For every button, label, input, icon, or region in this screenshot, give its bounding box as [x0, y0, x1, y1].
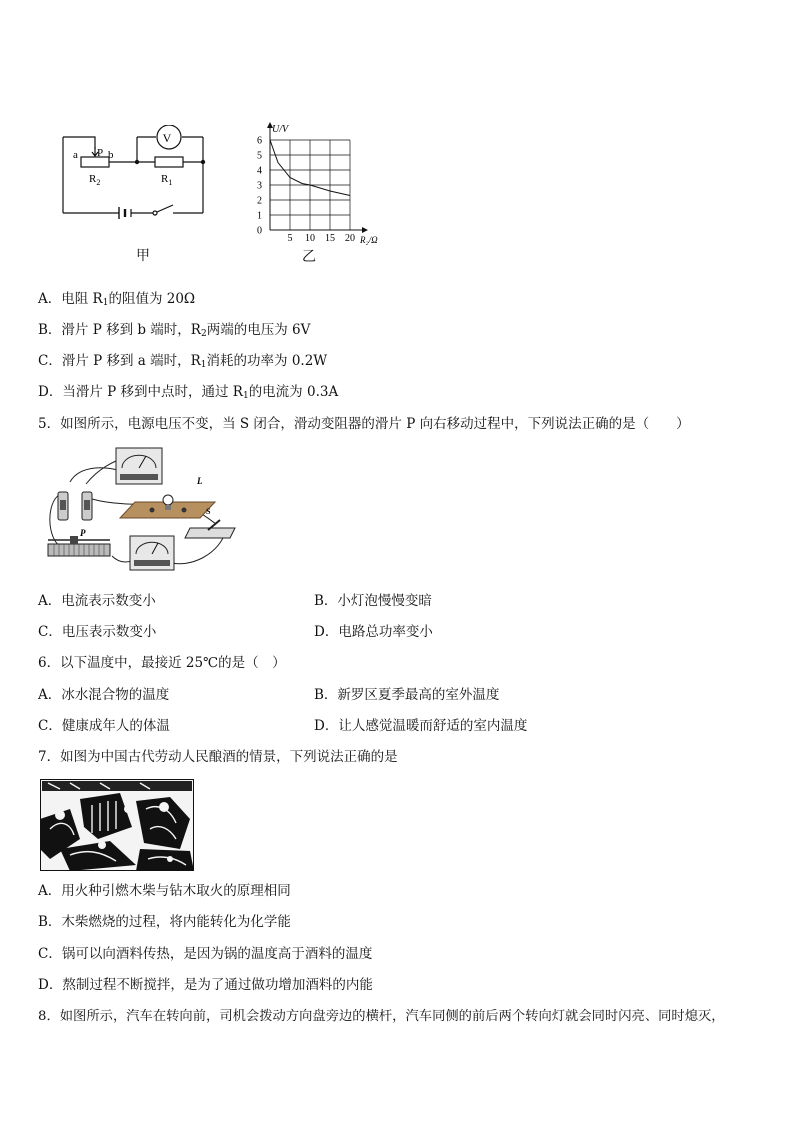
circuit-diagram — [55, 125, 215, 225]
y-tick-label: 1 — [257, 210, 262, 222]
y-tick-label: 4 — [257, 165, 262, 177]
x-tick-label: 5 — [287, 233, 293, 244]
x-tick-label: 10 — [305, 233, 315, 244]
rheostat-r2 — [81, 157, 109, 167]
fig-label-p: P — [80, 528, 86, 538]
q4-option-b: B．滑片 P 移到 b 端时，$R_2$两端的电压为 6V — [38, 322, 311, 339]
y-axis-label: U/V — [272, 124, 289, 135]
u-r2-graph — [248, 118, 398, 248]
q5-apparatus-figure — [40, 444, 240, 579]
q6-stem: 6．以下温度中，最接近 25℃的是（ ） — [38, 655, 286, 671]
q7-brewing-illustration — [40, 779, 194, 871]
caption-jia: 甲 — [136, 248, 150, 264]
y-tick-label: 0 — [257, 225, 262, 237]
y-tick-label: 3 — [257, 180, 262, 192]
q8-stem: 8．如图所示，汽车在转向前，司机会拨动方向盘旁边的横杆，汽车同侧的前后两个转向灯就会同时闪亮、同时熄灭， — [38, 1009, 725, 1024]
q7-option-a: A．用火种引燃木柴与钻木取火的原理相同 — [38, 883, 291, 899]
q6-option-b: B．新罗区夏季最高的室外温度 — [314, 687, 500, 703]
resistor-r1 — [155, 157, 183, 167]
label-b: b — [108, 149, 114, 161]
q5-option-b: B．小灯泡慢慢变暗 — [314, 593, 432, 609]
q7-option-c: C．锅可以向酒料传热，是因为锅的温度高于酒料的温度 — [38, 946, 373, 962]
q5-option-a: A．电流表示数变小 — [38, 593, 156, 609]
q5-option-d: D．电路总功率变小 — [314, 624, 433, 640]
label-a: a — [73, 149, 78, 161]
voltmeter-label: V — [162, 131, 172, 145]
q4-option-a: A．电阻 $R_1$的阻值为 20Ω — [38, 291, 196, 308]
q7-option-b: B．木柴燃烧的过程，将内能转化为化学能 — [38, 914, 291, 930]
q6-option-c: C．健康成年人的体温 — [38, 718, 170, 734]
label-p: P — [97, 147, 104, 159]
q7-option-d: D．熬制过程不断搅拌，是为了通过做功增加酒料的内能 — [38, 977, 373, 993]
q6-option-d: D．让人感觉温暖而舒适的室内温度 — [314, 718, 528, 734]
q7-stem: 7．如图为中国古代劳动人民酿酒的情景，下列说法正确的是 — [38, 749, 398, 765]
bulb-icon — [163, 495, 173, 505]
fig-label-l: L — [197, 476, 203, 486]
fig-label-s: S — [206, 507, 211, 516]
x-axis-arrow — [362, 227, 368, 233]
q5-stem: 5．如图所示，电源电压不变，当 S 闭合，滑动变阻器的滑片 P 向右移动过程中，下列说法正确的是（ ） — [38, 416, 690, 432]
caption-yi: 乙 — [302, 249, 316, 265]
wire-top-left — [63, 137, 95, 149]
y-tick-label: 2 — [257, 195, 262, 207]
x-tick-label: 20 — [345, 233, 355, 244]
q4-option-c: C．滑片 P 移到 a 端时，$R_1$消耗的功率为 0.2W — [38, 353, 328, 370]
x-tick-label: 15 — [325, 233, 335, 244]
x-axis-label: R₂/Ω — [360, 235, 378, 245]
y-tick-label: 6 — [257, 135, 262, 147]
y-tick-label: 5 — [257, 150, 262, 162]
q6-option-a: A．冰水混合物的温度 — [38, 687, 170, 703]
label-r2: $R_2$ — [89, 173, 101, 187]
q4-option-d: D．当滑片 P 移到中点时，通过 $R_1$的电流为 0.3A — [38, 384, 339, 401]
q5-option-c: C．电压表示数变小 — [38, 624, 157, 640]
label-r1: $R_1$ — [161, 173, 173, 187]
